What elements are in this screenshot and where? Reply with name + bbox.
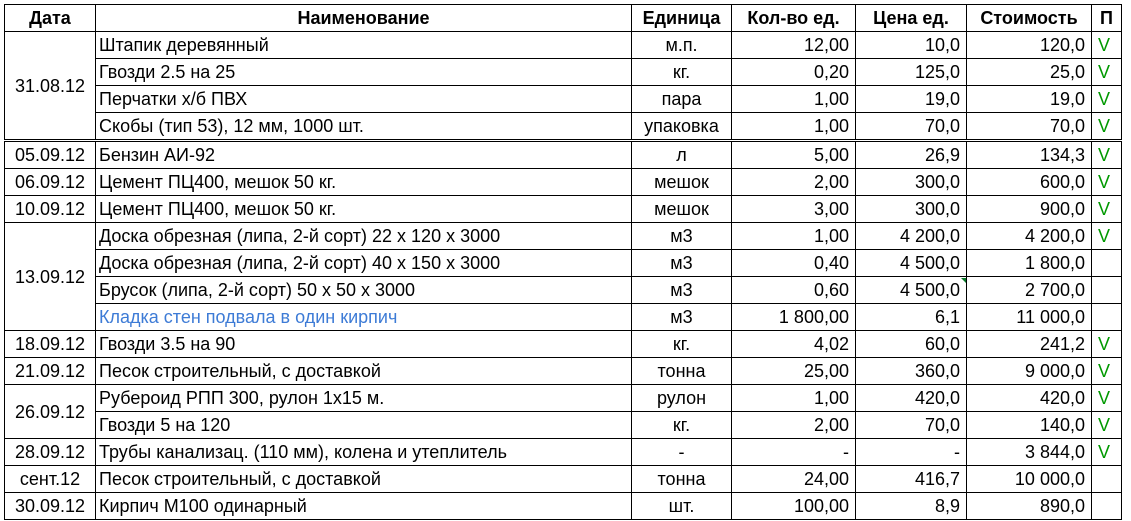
date-cell[interactable]: 05.09.12 — [5, 141, 96, 169]
name-cell[interactable]: Доска обрезная (липа, 2-й сорт) 40 х 150 х 3000 — [96, 250, 632, 277]
cost-cell[interactable]: 9 000,0 — [967, 358, 1092, 385]
paid-check-cell[interactable] — [1092, 277, 1122, 304]
unit-cell[interactable]: м3 — [632, 223, 732, 250]
price-cell[interactable]: 360,0 — [856, 358, 967, 385]
paid-check-cell[interactable]: V — [1092, 439, 1122, 466]
table-row — [5, 86, 1122, 113]
paid-check-cell[interactable] — [1092, 493, 1122, 520]
name-cell[interactable]: Скобы (тип 53), 12 мм, 1000 шт. — [96, 113, 632, 141]
cost-cell[interactable]: 2 700,0 — [967, 277, 1092, 304]
paid-check-cell[interactable]: V — [1092, 223, 1122, 250]
paid-check-cell[interactable] — [1092, 304, 1122, 331]
cost-cell[interactable]: 3 844,0 — [967, 439, 1092, 466]
qty-cell[interactable]: 4,02 — [732, 331, 856, 358]
paid-check-cell[interactable] — [1092, 466, 1122, 493]
name-cell[interactable]: Гвозди 5 на 120 — [96, 412, 632, 439]
unit-cell[interactable]: л — [632, 141, 732, 169]
name-cell[interactable]: Трубы канализац. (110 мм), колена и утеплитель — [96, 439, 632, 466]
price-cell[interactable]: 300,0 — [856, 196, 967, 223]
price-cell[interactable]: 60,0 — [856, 331, 967, 358]
cost-cell[interactable]: 4 200,0 — [967, 223, 1092, 250]
table-row — [5, 196, 1122, 223]
qty-cell[interactable]: 1,00 — [732, 113, 856, 141]
date-cell[interactable]: 13.09.12 — [5, 223, 96, 331]
unit-cell[interactable]: упаковка — [632, 113, 732, 141]
table-row — [5, 59, 1122, 86]
table-row — [5, 412, 1122, 439]
price-cell[interactable]: 4 500,0 — [856, 277, 967, 304]
date-cell[interactable]: 06.09.12 — [5, 169, 96, 196]
price-cell[interactable]: 6,1 — [856, 304, 967, 331]
name-cell[interactable]: Песок строительный, с доставкой — [96, 358, 632, 385]
cost-cell[interactable]: 11 000,0 — [967, 304, 1092, 331]
qty-cell[interactable]: 2,00 — [732, 412, 856, 439]
paid-check-cell[interactable]: V — [1092, 358, 1122, 385]
price-cell[interactable]: 10,0 — [856, 32, 967, 59]
unit-cell[interactable]: тонна — [632, 466, 732, 493]
paid-check-cell[interactable]: V — [1092, 169, 1122, 196]
cost-cell[interactable]: 25,0 — [967, 59, 1092, 86]
date-cell[interactable]: 21.09.12 — [5, 358, 96, 385]
price-cell[interactable]: - — [856, 439, 967, 466]
date-cell[interactable]: 18.09.12 — [5, 331, 96, 358]
qty-cell[interactable]: 25,00 — [732, 358, 856, 385]
unit-cell[interactable]: м3 — [632, 277, 732, 304]
header-cost[interactable]: Стоимость — [967, 5, 1092, 32]
price-cell[interactable]: 8,9 — [856, 493, 967, 520]
unit-cell[interactable]: пара — [632, 86, 732, 113]
paid-check-cell[interactable]: V — [1092, 196, 1122, 223]
qty-cell[interactable]: 100,00 — [732, 493, 856, 520]
name-cell[interactable]: Брусок (липа, 2-й сорт) 50 х 50 х 3000 — [96, 277, 632, 304]
table-row — [5, 304, 1122, 331]
table-row — [5, 331, 1122, 358]
header-qty[interactable]: Кол-во ед. — [732, 5, 856, 32]
paid-check-cell[interactable]: V — [1092, 331, 1122, 358]
name-cell[interactable]: Песок строительный, с доставкой — [96, 466, 632, 493]
table-row — [5, 439, 1122, 466]
qty-cell[interactable]: 0,20 — [732, 59, 856, 86]
unit-cell[interactable]: шт. — [632, 493, 732, 520]
header-paid[interactable]: П — [1092, 5, 1122, 32]
name-cell[interactable]: Цемент ПЦ400, мешок 50 кг. — [96, 196, 632, 223]
price-cell[interactable]: 420,0 — [856, 385, 967, 412]
table-row — [5, 493, 1122, 520]
header-date[interactable]: Дата — [5, 5, 96, 32]
unit-cell[interactable]: - — [632, 439, 732, 466]
qty-cell[interactable]: 1,00 — [732, 86, 856, 113]
qty-cell[interactable]: 2,00 — [732, 169, 856, 196]
name-cell[interactable]: Перчатки х/б ПВХ — [96, 86, 632, 113]
price-cell[interactable]: 4 500,0 — [856, 250, 967, 277]
qty-cell[interactable]: - — [732, 439, 856, 466]
paid-check-cell[interactable]: V — [1092, 412, 1122, 439]
paid-check-cell[interactable]: V — [1092, 385, 1122, 412]
unit-cell[interactable]: тонна — [632, 358, 732, 385]
unit-cell[interactable]: мешок — [632, 196, 732, 223]
unit-cell[interactable]: кг. — [632, 412, 732, 439]
name-cell[interactable]: Бензин АИ-92 — [96, 141, 632, 169]
date-cell[interactable]: сент.12 — [5, 466, 96, 493]
unit-cell[interactable]: кг. — [632, 59, 732, 86]
header-unit[interactable]: Единица — [632, 5, 732, 32]
table-row — [5, 385, 1122, 412]
table-row — [5, 32, 1122, 59]
name-cell[interactable]: Штапик деревянный — [96, 32, 632, 59]
name-link[interactable]: Кладка стен подвала в один кирпич — [96, 304, 632, 331]
price-cell[interactable]: 70,0 — [856, 412, 967, 439]
cost-cell[interactable]: 1 800,0 — [967, 250, 1092, 277]
price-cell[interactable]: 300,0 — [856, 169, 967, 196]
cost-cell[interactable]: 19,0 — [967, 86, 1092, 113]
cost-cell[interactable]: 70,0 — [967, 113, 1092, 141]
paid-check-cell[interactable]: V — [1092, 113, 1122, 141]
table-row — [5, 250, 1122, 277]
qty-cell[interactable]: 5,00 — [732, 141, 856, 169]
price-cell[interactable]: 70,0 — [856, 113, 967, 141]
expense-table — [4, 4, 1122, 520]
cost-cell[interactable]: 420,0 — [967, 385, 1092, 412]
date-cell[interactable]: 30.09.12 — [5, 493, 96, 520]
price-cell[interactable]: 4 200,0 — [856, 223, 967, 250]
header-name[interactable]: Наименование — [96, 5, 632, 32]
date-cell[interactable]: 31.08.12 — [5, 32, 96, 141]
cost-cell[interactable]: 10 000,0 — [967, 466, 1092, 493]
cost-cell[interactable]: 134,3 — [967, 141, 1092, 169]
cost-cell[interactable]: 900,0 — [967, 196, 1092, 223]
name-cell[interactable]: Гвозди 3.5 на 90 — [96, 331, 632, 358]
qty-cell[interactable]: 1 800,00 — [732, 304, 856, 331]
name-cell[interactable]: Кирпич М100 одинарный — [96, 493, 632, 520]
name-cell[interactable]: Доска обрезная (липа, 2-й сорт) 22 х 120 х 3000 — [96, 223, 632, 250]
cost-cell[interactable]: 120,0 — [967, 32, 1092, 59]
date-cell[interactable]: 28.09.12 — [5, 439, 96, 466]
unit-cell[interactable]: м3 — [632, 250, 732, 277]
unit-cell[interactable]: мешок — [632, 169, 732, 196]
cost-cell[interactable]: 890,0 — [967, 493, 1092, 520]
header-row — [5, 5, 1122, 32]
date-cell[interactable]: 10.09.12 — [5, 196, 96, 223]
qty-cell[interactable]: 1,00 — [732, 385, 856, 412]
paid-check-cell[interactable] — [1092, 250, 1122, 277]
qty-cell[interactable]: 24,00 — [732, 466, 856, 493]
qty-cell[interactable]: 1,00 — [732, 223, 856, 250]
date-cell[interactable]: 26.09.12 — [5, 385, 96, 439]
table-row — [5, 141, 1122, 169]
table-row — [5, 358, 1122, 385]
name-cell[interactable]: Гвозди 2.5 на 25 — [96, 59, 632, 86]
price-cell[interactable]: 125,0 — [856, 59, 967, 86]
table-row — [5, 277, 1122, 304]
name-cell[interactable]: Цемент ПЦ400, мешок 50 кг. — [96, 169, 632, 196]
cost-cell[interactable]: 140,0 — [967, 412, 1092, 439]
comment-marker-icon — [961, 278, 966, 283]
paid-check-cell[interactable]: V — [1092, 32, 1122, 59]
price-cell[interactable]: 19,0 — [856, 86, 967, 113]
unit-cell[interactable]: кг. — [632, 331, 732, 358]
cost-cell[interactable]: 600,0 — [967, 169, 1092, 196]
table-row — [5, 113, 1122, 141]
table-row — [5, 223, 1122, 250]
paid-check-cell[interactable]: V — [1092, 59, 1122, 86]
table-row — [5, 169, 1122, 196]
qty-cell[interactable]: 0,60 — [732, 277, 856, 304]
unit-cell[interactable]: м.п. — [632, 32, 732, 59]
qty-cell[interactable]: 12,00 — [732, 32, 856, 59]
table-row — [5, 466, 1122, 493]
unit-cell[interactable]: рулон — [632, 385, 732, 412]
paid-check-cell[interactable]: V — [1092, 141, 1122, 169]
cost-cell[interactable]: 241,2 — [967, 331, 1092, 358]
qty-cell[interactable]: 3,00 — [732, 196, 856, 223]
price-cell[interactable]: 416,7 — [856, 466, 967, 493]
name-cell[interactable]: Рубероид РПП 300, рулон 1х15 м. — [96, 385, 632, 412]
price-cell[interactable]: 26,9 — [856, 141, 967, 169]
qty-cell[interactable]: 0,40 — [732, 250, 856, 277]
paid-check-cell[interactable]: V — [1092, 86, 1122, 113]
unit-cell[interactable]: м3 — [632, 304, 732, 331]
header-price[interactable]: Цена ед. — [856, 5, 967, 32]
